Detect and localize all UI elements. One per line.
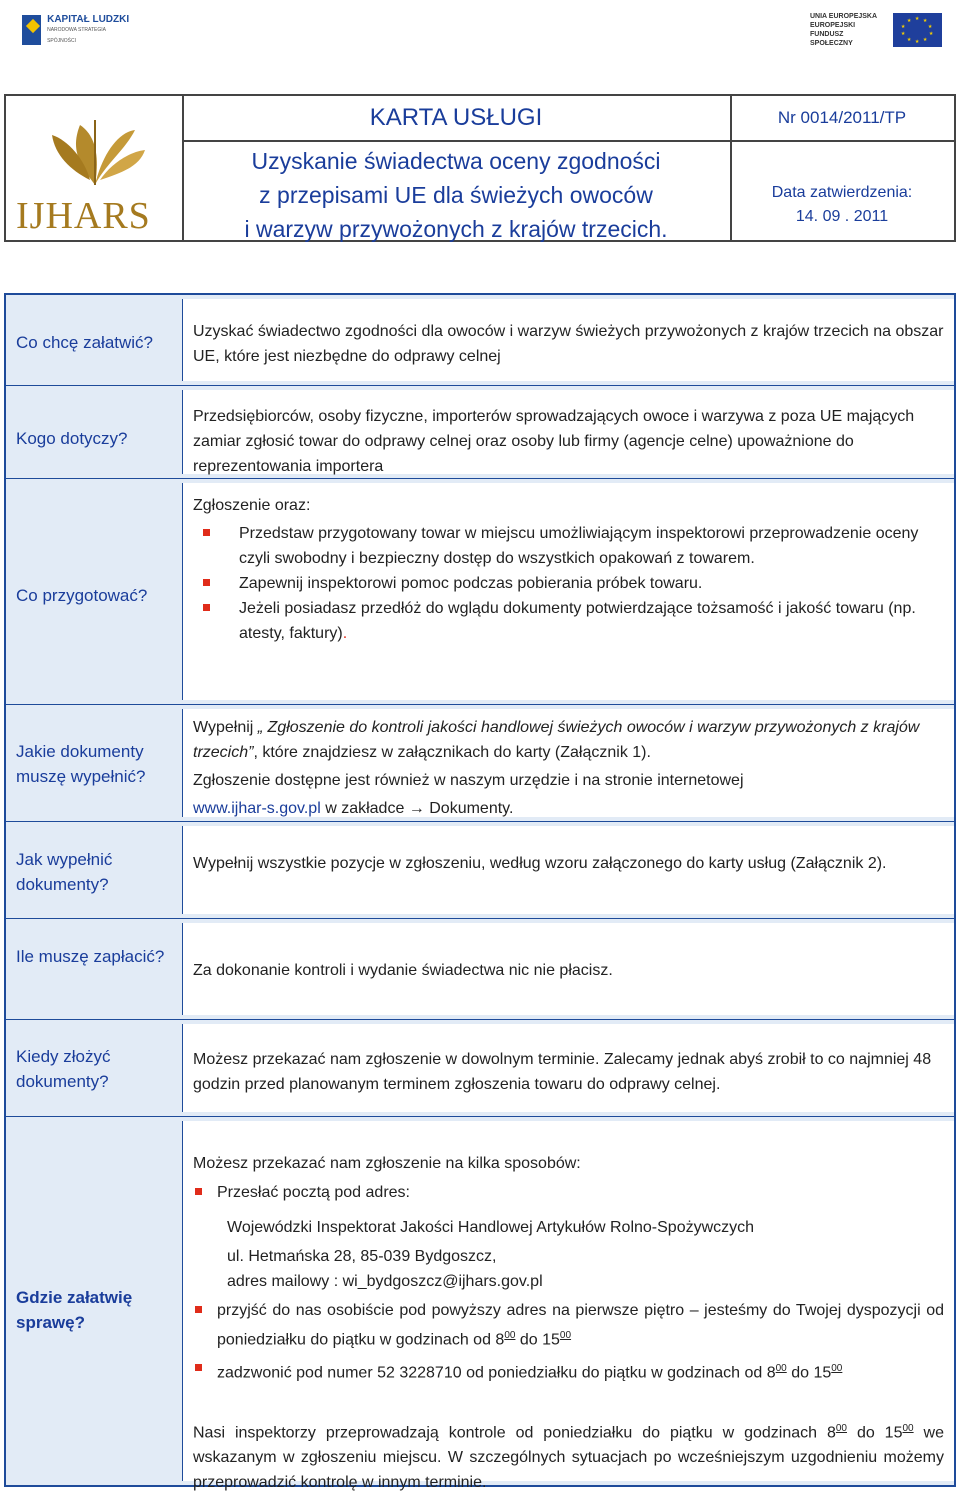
row-label: Jakie dokumenty muszę wypełnić? — [16, 742, 146, 786]
wheat-icon — [40, 110, 150, 190]
service-title: Uzyskanie świadectwa oceny zgodności z przepisami UE dla świeżych owoców i warzyw przywożonych z krajów trzecich. — [244, 148, 668, 242]
row-content: Możesz przekazać nam zgłoszenie na kilka sposobów: Przesłać pocztą pod adres: Wojewódzki Inspektorat Jakości Handlowej Artykułów Rolno-Spożywczych ul. Hetmańska 28, 85-039 Bydgoszcz, adres mailowy : wi_bydgoszcz@ijhars.gov.pl przyjść do nas osobiście pod powyższy adres na pierwsze piętro – jesteśmy do Twojej dyspozycji od poniedziałku do piątku w godzinach od $8^{00}$ do $15^{00}$ zadzwonić pod numer 52 3228710 od poniedziałku do piątku w godzinach od $8^{00}$ do $15^{00}$ Nasi inspektorzy przeprowadzają kontrole od poniedziałku do piątku w godzinach $8^{00}$ do $15^{00}$ we wskazanym w zgłoszeniu miejscu. W szczególnych sytuacjach po wcześniejszym uzgodnieniu możemy przeprowadzić kontrolę w innym terminie. — [182, 1121, 954, 1481]
row-jak — [6, 822, 954, 919]
number-cell — [730, 96, 954, 240]
row-content: Możesz przekazać nam zgłoszenie w dowolnym terminie. Zalecamy jednak abyś zrobił to co najmniej 48 godzin przed planowanym terminem zgłoszenia towaru do odprawy celnej. — [182, 1024, 954, 1112]
row-content: Wypełnij „ Zgłoszenie do kontroli jakości handlowej świeżych owoców i warzyw przywożonych z krajów trzecich”, które znajdziesz w załącznikach do karty (Załącznik 1). Zgłoszenie dostępne jest również w naszym urzędzie i na stronie internetowej www.ijhar-s.gov.pl w zakładce → Dokumenty. — [182, 709, 954, 817]
list-item: Jeżeli posiadasz przedłóż do wglądu dokumenty potwierdzające tożsamość i jakość towaru (np. atesty, faktury). — [193, 596, 944, 646]
eu-flag-icon: ★ ★ ★ ★ ★ ★ ★ ★ ★ ★ — [893, 13, 942, 47]
row-kiedy — [6, 1020, 954, 1117]
kapital-ludzki-name: KAPITAŁ LUDZKI — [47, 13, 130, 25]
service-table — [4, 293, 956, 1491]
prepare-intro: Zgłoszenie oraz: — [193, 497, 311, 514]
card-number: Nr 0014/2011/TP — [730, 96, 954, 142]
row-label: Kiedy złożyć dokumenty? — [16, 1047, 111, 1091]
list-item: Przedstaw przygotowany towar w miejscu umożliwiającym inspektorowi przeprowadzenie oceny czyli swobodny i bezpieczny dostęp do wszystkich opakowań z towarem. — [193, 521, 944, 571]
row-gdzie — [6, 1117, 954, 1491]
list-item: Zapewnij inspektorowi pomoc podczas pobierania próbek towaru. — [193, 571, 944, 596]
ijhars-logo — [6, 96, 184, 240]
karta-uslugi-title: KARTA USŁUGI — [182, 96, 730, 142]
row-ile — [6, 919, 954, 1020]
row-label: Kogo dotyczy? — [16, 429, 128, 448]
approval-date-label: Data zatwierdzenia: — [771, 184, 913, 201]
row-content: Przedsiębiorców, osoby fizyczne, importerów sprowadzających owoce i warzywa z poza UE mających zamiar zgłosić towar do odprawy celnej oraz osoby lub firmy (agencje celne) upoważnione do reprezentowania importera — [182, 390, 954, 474]
row-content: Uzyskać świadectwo zgodności dla owoców i warzyw świeżych przywożonych z krajów trzecich na obszar UE, które jest niezbędne do odprawy celnej — [182, 299, 954, 381]
ue-line2: EUROPEJSKI — [810, 22, 856, 29]
row-dokumenty — [6, 705, 954, 822]
inspection-hours-note: Nasi inspektorzy przeprowadzają kontrole od poniedziałku do piątku w godzinach $8^{00}$ do $15^{00}$ we wskazanym w zgłoszeniu miejscu. W szczególnych sytuacjach po wcześniejszym uzgodnieniu możemy przeprowadzić kontrolę w innym terminie. — [193, 1422, 945, 1491]
list-item: zadzwonić pod numer 52 3228710 od poniedziałku do piątku w godzinach od $8^{00}$ do $15^{00}$ — [193, 1356, 944, 1385]
contact-list — [193, 1180, 944, 1386]
list-item: Przesłać pocztą pod adres: Wojewódzki Inspektorat Jakości Handlowej Artykułów Rolno-Spożywczych ul. Hetmańska 28, 85-039 Bydgoszcz, adres mailowy : wi_bydgoszcz@ijhars.gov.pl — [193, 1180, 944, 1294]
approval-date-value: 14. 09 . 2011 — [795, 208, 889, 225]
row-przygotowac — [6, 479, 954, 705]
ue-line3: FUNDUSZ SPOŁECZNY — [810, 31, 853, 47]
form-name: „ Zgłoszenie do kontroli jakości handlowej świeżych owoców i warzyw przywożonych z krajów trzecich” — [193, 719, 920, 761]
row-label: Co przygotować? — [16, 586, 148, 605]
row-label: Gdzie załatwię sprawę? — [16, 1288, 133, 1332]
kapital-ludzki-sub: NARODOWA STRATEGIA SPÓJNOŚCI — [47, 26, 106, 44]
row-co-chce — [6, 295, 954, 386]
row-label: Ile muszę zapłacić? — [16, 947, 165, 966]
list-item: przyjść do nas osobiście pod powyższy adres na pierwsze piętro – jesteśmy do Twojej dyspozycji od poniedziałku do piątku w godzinach od $8^{00}$ do $15^{00}$ — [193, 1298, 944, 1352]
row-content: Za dokonanie kontroli i wydanie świadectwa nic nie płacisz. — [182, 923, 954, 1015]
ue-line1: UNIA EUROPEJSKA — [810, 13, 878, 20]
title-cell — [182, 96, 732, 240]
header-box — [4, 94, 956, 242]
prepare-list — [193, 521, 944, 646]
ijhars-wordmark: IJHARS — [16, 195, 151, 237]
ue-logo — [810, 10, 942, 50]
row-label: Jak wypełnić dokumenty? — [16, 850, 113, 894]
row-content: Wypełnij wszystkie pozycje w zgłoszeniu, według wzoru załączonego do karty usług (Załącznik 2). — [182, 826, 954, 914]
kapital-ludzki-icon — [22, 15, 41, 45]
postal-address: Wojewódzki Inspektorat Jakości Handlowej Artykułów Rolno-Spożywczych ul. Hetmańska 28, 85-039 Bydgoszcz, adres mailowy : wi_bydgoszcz@ijhars.gov.pl — [227, 1219, 755, 1290]
row-kogo — [6, 386, 954, 479]
website-link[interactable]: www.ijhar-s.gov.pl — [193, 800, 321, 817]
kapital-ludzki-logo — [22, 10, 132, 50]
row-label: Co chcę załatwić? — [16, 333, 154, 352]
row-content — [182, 483, 954, 700]
